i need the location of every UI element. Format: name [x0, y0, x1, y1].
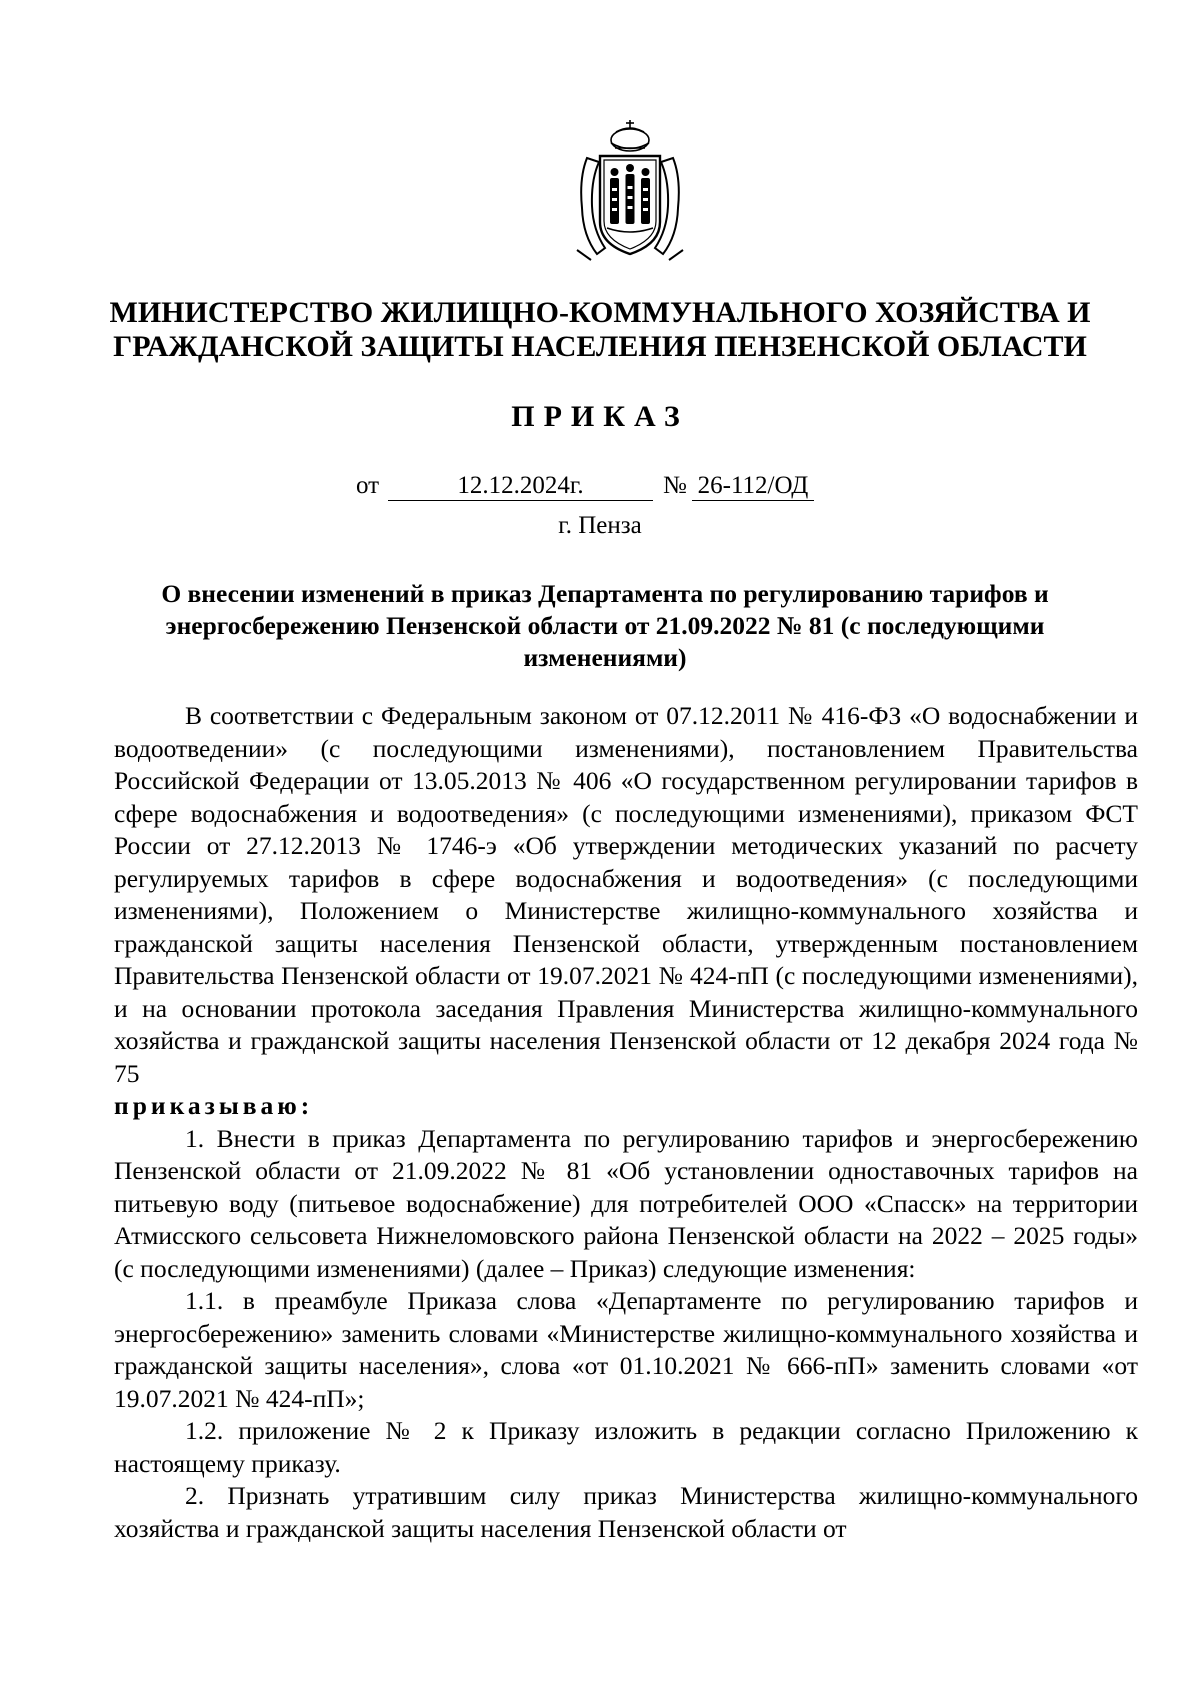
preamble-paragraph: В соответствии с Федеральным законом от 07.12.2011 № 416-ФЗ «О водоснабжении и водоотведении» (с последующими изменениями), постановлением Правительства Российской Федерации от 13.05.2013 № 406 «О государственном регулировании тарифов в сфере водоснабжения и водоотведения» (с последующими изменениями), приказом ФСТ России от 27.12.2013 № 1746-э «Об утверждении методических указаний по расчету регулируемых тарифов в сфере водоснабжения и водоотведения» (с последующими изменениями), Положением о Министерстве жилищно-коммунального хозяйства и гражданской защиты населения Пензенской области, утвержденным постановлением Правительства Пензенской области от 19.07.2021 № 424-пП (с последующими изменениями), и на основании протокола заседания Правления Министерства жилищно-коммунального хозяйства и гражданской защиты населения Пензенской области от 12 декабря 2024 года № 75	[114, 701, 1138, 1088]
order-word-paragraph	[114, 1090, 1138, 1123]
item-1-paragraph: 1. Внести в приказ Департамента по регулированию тарифов и энергосбережению Пензенской области от 21.09.2022 № 81 «Об установлении одноставочных тарифов на питьевую воду (питьевое водоснабжение) для потребителей ООО «Спасск» на территории Атмисского сельсовета Нижнеломовского района Пензенской области на 2022 – 2025 годы» (с последующими изменениями) (далее – Приказ) следующие изменения:	[114, 1123, 1138, 1283]
document-type-title: ПРИКАЗ	[511, 400, 689, 433]
item-2-paragraph: 2. Признать утратившим силу приказ Министерства жилищно-коммунального хозяйства и гражданской защиты населения Пензенской области от	[114, 1481, 1138, 1543]
order-subject	[110, 578, 1100, 674]
subject-line2: энергосбережению Пензенской области от 21.09.2022 № 81 (с последующими	[165, 611, 1045, 640]
subject-line3: изменениями)	[523, 643, 687, 672]
date-label: от	[356, 472, 380, 499]
ministry-name	[100, 296, 1100, 364]
document-body	[114, 700, 1138, 1545]
city: г. Пенза	[558, 512, 642, 539]
coat-of-arms-icon	[573, 118, 687, 263]
date-field: 12.12.2024г.	[388, 470, 653, 501]
item-1-1-paragraph: 1.1. в преамбуле Приказа слова «Департаменте по регулированию тарифов и энергосбережению» заменить словами «Министерстве жилищно-коммунального хозяйства и гражданской защиты населения», слова «от 01.10.2021 № 666-пП» заменить словами «от 19.07.2021 № 424-пП»;	[114, 1286, 1138, 1413]
order-word: приказываю:	[114, 1091, 314, 1120]
number-field: 26-112/ОД	[692, 470, 814, 501]
subject-line1: О внесении изменений в приказ Департамента по регулированию тарифов и	[161, 579, 1049, 608]
item-1-2-paragraph: 1.2. приложение № 2 к Приказу изложить в редакции согласно Приложению к настоящему приказу.	[114, 1416, 1138, 1478]
number-label: №	[663, 472, 687, 499]
ministry-name-line1: МИНИСТЕРСТВО ЖИЛИЩНО-КОММУНАЛЬНОГО ХОЗЯЙСТВА И	[109, 296, 1091, 329]
ministry-name-line2: ГРАЖДАНСКОЙ ЗАЩИТЫ НАСЕЛЕНИЯ ПЕНЗЕНСКОЙ ОБЛАСТИ	[113, 330, 1087, 363]
